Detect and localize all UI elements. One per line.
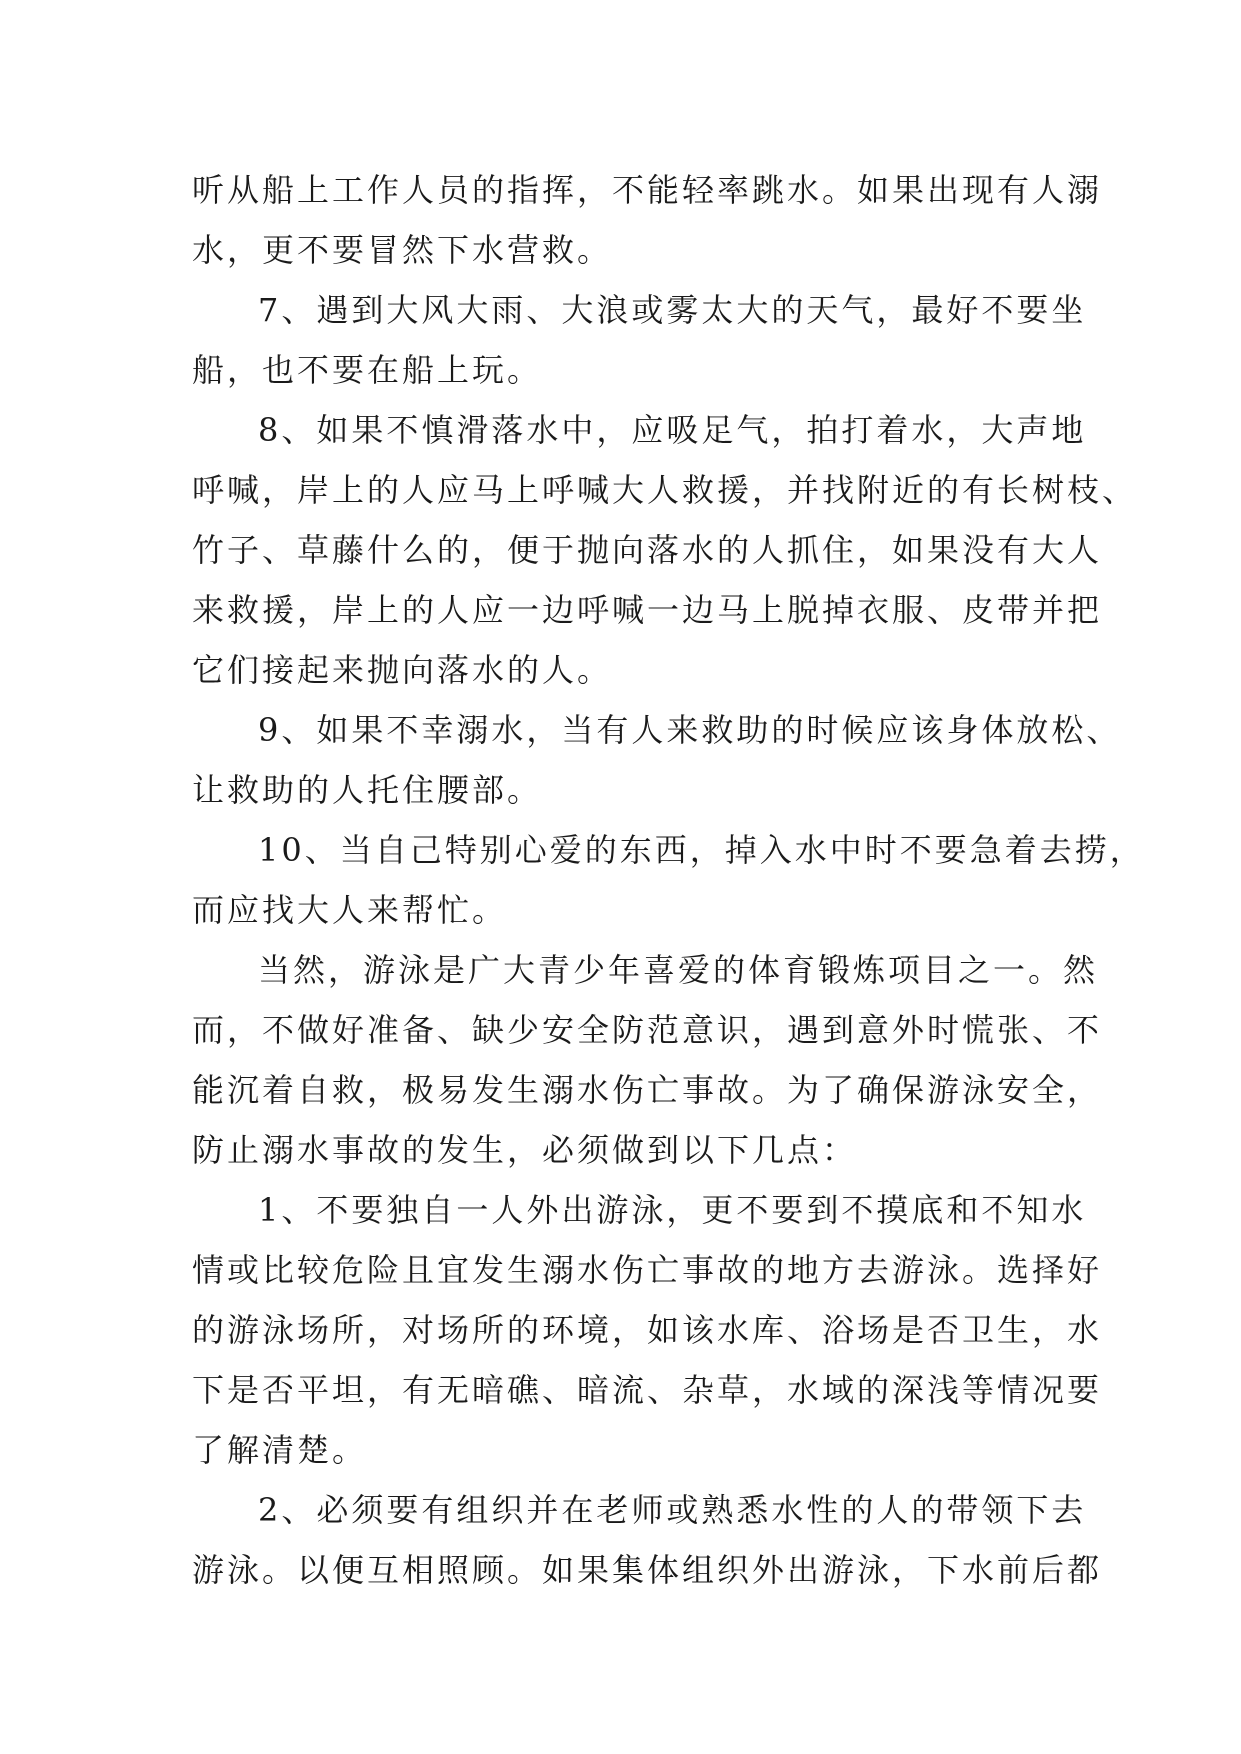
- text-line: 10、当自己特别心爱的东西，掉入水中时不要急着去捞，: [258, 831, 1145, 869]
- text-line: 下是否平坦，有无暗礁、暗流、杂草，水域的深浅等情况要: [192, 1371, 1103, 1409]
- text-line: 而，不做好准备、缺少安全防范意识，遇到意外时慌张、不: [192, 1011, 1103, 1049]
- text-line: 听从船上工作人员的指挥，不能轻率跳水。如果出现有人溺: [192, 171, 1103, 209]
- text-line: 它们接起来抛向落水的人。: [192, 651, 613, 689]
- text-line: 情或比较危险且宜发生溺水伤亡事故的地方去游泳。选择好: [192, 1251, 1103, 1289]
- text-line: 船，也不要在船上玩。: [192, 351, 543, 389]
- text-line: 9、如果不幸溺水，当有人来救助的时候应该身体放松、: [258, 711, 1122, 749]
- text-line: 当然，游泳是广大青少年喜爱的体育锻炼项目之一。然: [258, 951, 1099, 989]
- text-line: 了解清楚。: [192, 1431, 368, 1469]
- text-line: 的游泳场所，对场所的环境，如该水库、浴场是否卫生，水: [192, 1311, 1103, 1349]
- text-line: 呼喊，岸上的人应马上呼喊大人救援，并找附近的有长树枝、: [192, 471, 1138, 509]
- text-line: 让救助的人托住腰部。: [192, 771, 543, 809]
- text-line: 8、如果不慎滑落水中，应吸足气，拍打着水，大声地: [258, 411, 1087, 449]
- text-line: 水，更不要冒然下水营救。: [192, 231, 613, 269]
- text-line: 来救援，岸上的人应一边呼喊一边马上脱掉衣服、皮带并把: [192, 591, 1103, 629]
- text-line: 游泳。以便互相照顾。如果集体组织外出游泳，下水前后都: [192, 1551, 1103, 1589]
- text-line: 防止溺水事故的发生，必须做到以下几点：: [192, 1131, 858, 1169]
- text-line: 能沉着自救，极易发生溺水伤亡事故。为了确保游泳安全，: [192, 1071, 1103, 1109]
- text-line: 7、遇到大风大雨、大浪或雾太大的天气，最好不要坐: [258, 291, 1087, 329]
- body-text: [192, 160, 1145, 1600]
- text-line: 而应找大人来帮忙。: [192, 891, 508, 929]
- text-line: 1、不要独自一人外出游泳，更不要到不摸底和不知水: [258, 1191, 1087, 1229]
- text-line: 2、必须要有组织并在老师或熟悉水性的人的带领下去: [258, 1491, 1087, 1529]
- text-line: 竹子、草藤什么的，便于抛向落水的人抓住，如果没有大人: [192, 531, 1103, 569]
